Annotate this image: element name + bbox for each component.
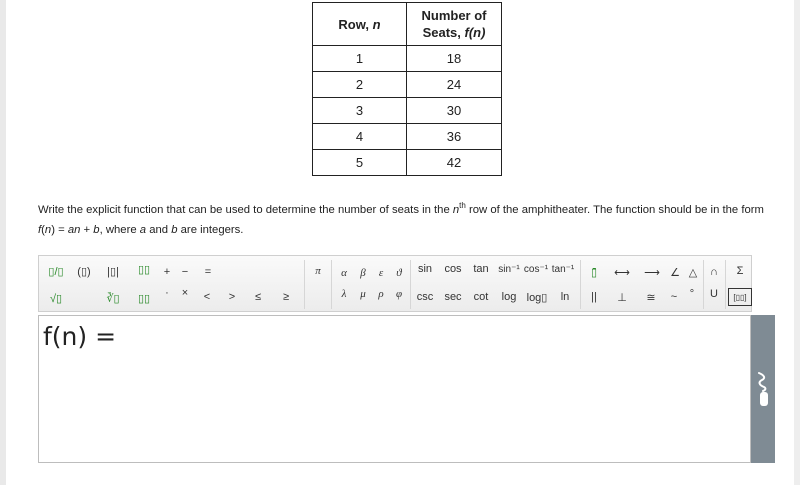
union-button[interactable]: U xyxy=(710,288,718,300)
arccos-button[interactable]: cos⁻¹ xyxy=(523,263,549,275)
sum-button[interactable]: Σ xyxy=(736,265,744,277)
csc-button[interactable]: csc xyxy=(416,291,434,303)
log-base-button[interactable]: log▯ xyxy=(526,291,548,304)
left-gutter xyxy=(0,0,6,485)
cell-seats: 42 xyxy=(407,150,502,176)
minus-button[interactable]: − xyxy=(181,266,189,278)
arctan-button[interactable]: tan⁻¹ xyxy=(551,263,575,275)
cos-button[interactable]: cos xyxy=(444,263,462,275)
matrix-button[interactable]: [▯▯] xyxy=(728,288,752,306)
equals-button[interactable]: = xyxy=(204,266,212,278)
parallel-button[interactable]: || xyxy=(591,291,597,303)
cell-seats: 24 xyxy=(407,72,502,98)
column-header-row: Row, n xyxy=(313,3,407,46)
absolute-value-button[interactable]: |▯| xyxy=(107,265,119,278)
answer-editor[interactable] xyxy=(38,315,751,463)
degree-button[interactable]: ° xyxy=(689,288,695,300)
cell-row: 5 xyxy=(313,150,407,176)
table-row xyxy=(313,46,502,72)
alpha-button[interactable]: α xyxy=(341,267,347,279)
cell-row: 1 xyxy=(313,46,407,72)
less-equal-button[interactable]: ≤ xyxy=(254,291,262,303)
seats-table xyxy=(312,2,502,176)
table-header-row xyxy=(313,3,502,46)
similar-button[interactable]: ~ xyxy=(670,291,678,303)
plus-button[interactable]: + xyxy=(163,266,171,278)
parentheses-button[interactable]: (▯) xyxy=(77,265,91,278)
table-row xyxy=(313,124,502,150)
rho-button[interactable]: ρ xyxy=(378,288,384,300)
column-header-seats: Number of Seats, f(n) xyxy=(407,3,502,46)
cell-row: 4 xyxy=(313,124,407,150)
triangle-button[interactable]: △ xyxy=(688,266,698,279)
toolbar-divider xyxy=(703,260,704,309)
sec-button[interactable]: sec xyxy=(444,291,462,303)
right-gutter xyxy=(794,0,800,485)
beta-button[interactable]: β xyxy=(360,267,366,279)
cell-seats: 30 xyxy=(407,98,502,124)
toolbar-divider xyxy=(304,260,305,309)
angle-button[interactable]: ∠ xyxy=(670,266,680,279)
toolbar-divider xyxy=(331,260,332,309)
greater-than-button[interactable]: > xyxy=(228,291,236,303)
pi-button[interactable]: π xyxy=(315,265,321,277)
cot-button[interactable]: cot xyxy=(473,291,489,303)
multiply-dot-button[interactable]: · xyxy=(165,287,169,299)
less-than-button[interactable]: < xyxy=(203,291,211,303)
cell-seats: 18 xyxy=(407,46,502,72)
table-row xyxy=(313,72,502,98)
lambda-button[interactable]: λ xyxy=(341,288,347,300)
subscript-button[interactable]: ▯▯ xyxy=(137,292,151,305)
mu-button[interactable]: μ xyxy=(360,288,366,300)
exponent-button[interactable]: ▯▯ xyxy=(137,263,151,276)
tan-button[interactable]: tan xyxy=(473,263,489,275)
times-button[interactable]: × xyxy=(181,287,189,299)
table-row xyxy=(313,98,502,124)
congruent-button[interactable]: ≅ xyxy=(646,291,656,304)
nth-root-button[interactable]: ∛▯ xyxy=(106,292,120,305)
toolbar-divider xyxy=(725,260,726,309)
ray-button[interactable]: ⟶ xyxy=(644,266,660,279)
perpendicular-button[interactable]: ⊥ xyxy=(617,291,627,304)
hand-pointer-icon[interactable] xyxy=(754,370,772,410)
answer-expression[interactable]: f(n) = xyxy=(43,322,117,351)
question-prompt: Write the explicit function that can be used to determine the number of seats in the $n^{th}$ row of the amphitheater. The function should be in the form f(n) = an + b, where a and b are integers. xyxy=(38,201,764,236)
greater-equal-button[interactable]: ≥ xyxy=(282,291,290,303)
overline-button[interactable]: ▯̄ xyxy=(590,266,598,279)
arcsin-button[interactable]: sin⁻¹ xyxy=(498,263,520,275)
toolbar-divider xyxy=(410,260,411,309)
epsilon-button[interactable]: ε xyxy=(378,267,384,279)
table-row xyxy=(313,150,502,176)
equation-toolbar xyxy=(38,255,752,312)
line-button[interactable]: ⟷ xyxy=(614,266,630,279)
cell-row: 3 xyxy=(313,98,407,124)
ln-button[interactable]: ln xyxy=(560,291,570,303)
phi-button[interactable]: φ xyxy=(395,288,403,300)
log-button[interactable]: log xyxy=(501,291,517,303)
sin-button[interactable]: sin xyxy=(417,263,433,275)
cell-row: 2 xyxy=(313,72,407,98)
theta-button[interactable]: ϑ xyxy=(396,267,402,279)
cell-seats: 36 xyxy=(407,124,502,150)
side-panel[interactable] xyxy=(751,315,775,463)
square-root-button[interactable]: √▯ xyxy=(49,292,63,305)
fraction-button[interactable]: ▯/▯ xyxy=(48,265,64,278)
intersection-button[interactable]: ∩ xyxy=(710,266,718,278)
toolbar-divider xyxy=(580,260,581,309)
